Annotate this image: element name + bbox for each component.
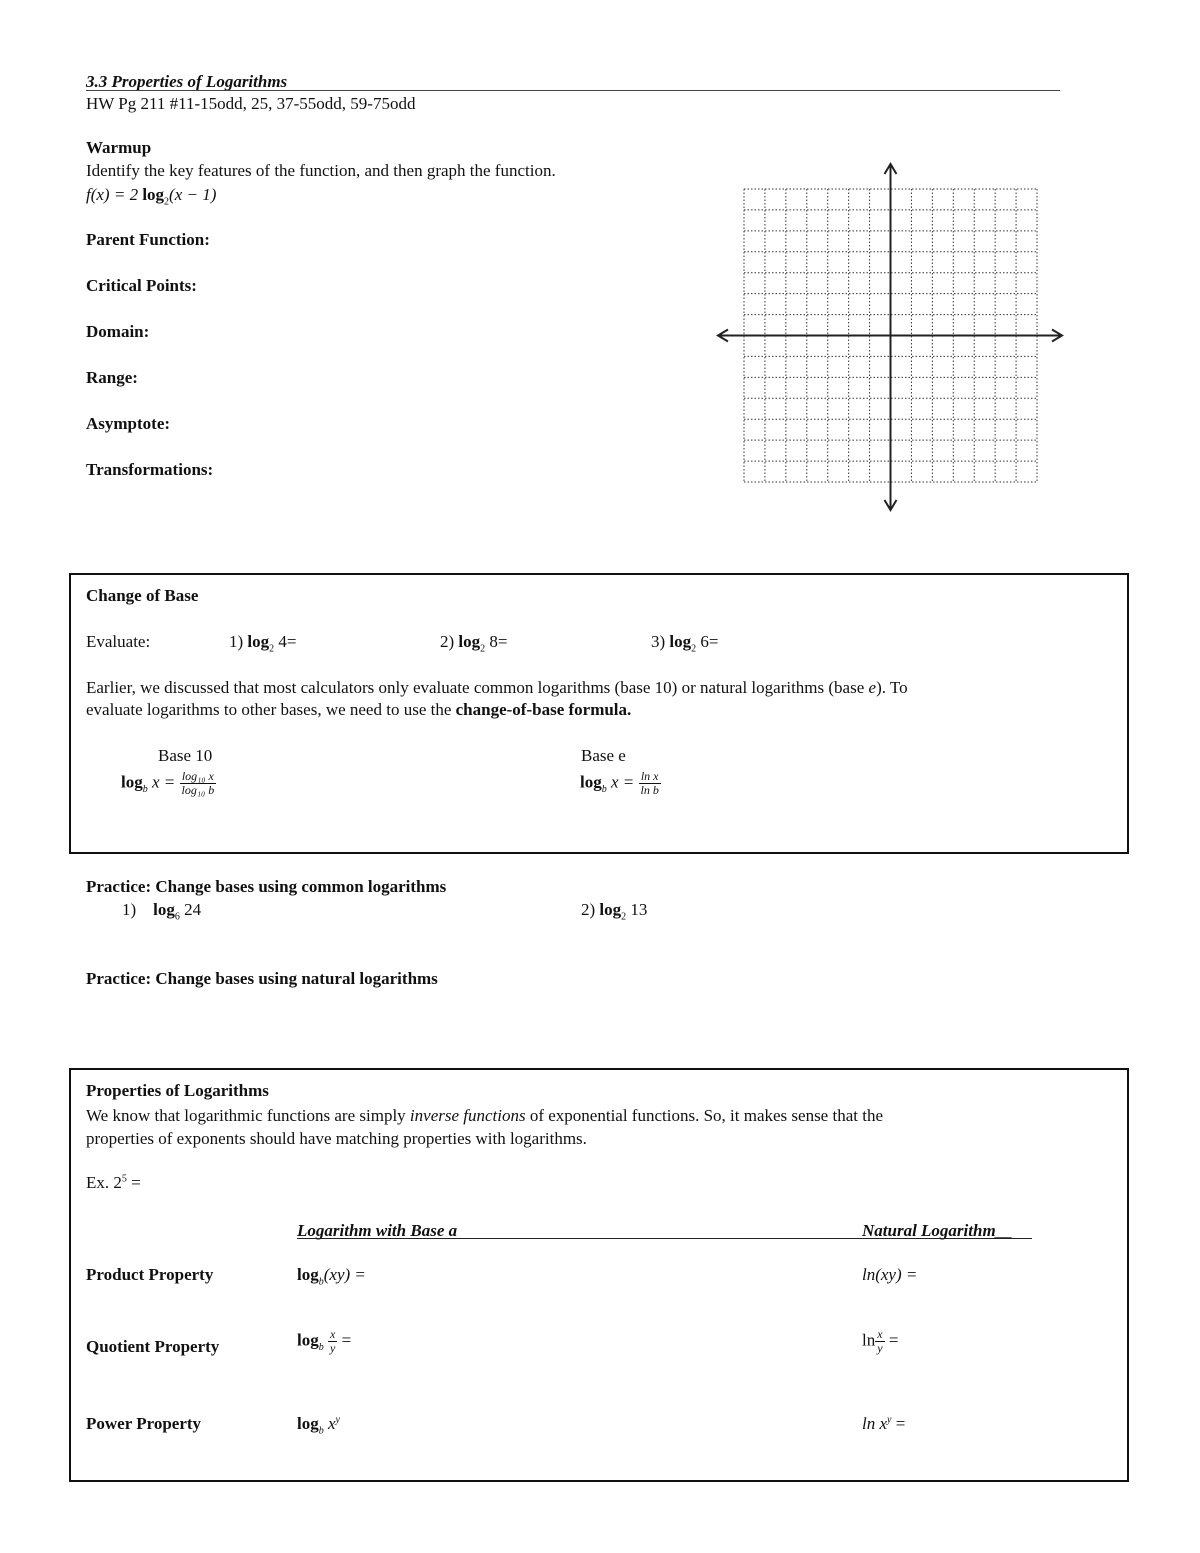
log-word: log [669,632,692,651]
change-of-base-paragraph [86,677,1116,721]
quotient-property-ln [862,1328,898,1355]
log-base: b [318,1341,324,1353]
label-domain: Domain: [86,322,150,341]
equals-sign: = [341,1330,352,1350]
problem-number: 1) [122,900,137,919]
log-word: log [580,772,602,792]
evaluate-label: Evaluate: [86,632,151,651]
log-base: 2 [691,643,697,655]
title-underline [86,90,1060,91]
column-header-text: Logarithm with Base a [297,1221,458,1240]
ln-expression: ln x [862,1414,888,1433]
change-of-base-heading: Change of Base [86,586,199,605]
properties-paragraph [86,1104,1116,1150]
practice-common-heading: Practice: Change bases using common logarithms [86,877,447,896]
log-base: 6 [174,911,180,923]
fraction-denominator: y [877,1341,883,1355]
problem-number: 2) [440,632,455,651]
base-e-formula [580,770,661,797]
example-equals: = [126,1173,141,1192]
label-range: Range: [86,368,138,387]
log-argument: 24 [184,900,202,919]
paragraph-text: evaluate logarithms to other bases, we need to use the [86,700,456,719]
paragraph-text: of exponential functions. So, it makes sense that the [525,1106,883,1125]
axes [718,164,1062,510]
product-property-log [297,1265,366,1287]
equals-sign: = [891,1414,906,1433]
power-property-ln [862,1414,905,1434]
fraction-denominator: ln b [640,783,659,797]
paragraph-text: Earlier, we discussed that most calculators only evaluate common logarithms (base 10) or natural logarithms (base [86,678,869,697]
log-word: log [599,900,622,919]
log-base: 2 [621,911,627,923]
product-property-ln: ln(xy) = [862,1265,918,1284]
evaluate-problem-2 [440,632,508,654]
log-argument: 13 [630,900,648,919]
problem-number: 1) [229,632,244,651]
label-critical-points: Critical Points: [86,276,197,295]
log-base: 2 [480,643,486,655]
fraction-denominator: y [329,1341,336,1355]
product-property-label: Product Property [86,1265,214,1284]
function-arg: (x − 1) [169,185,217,204]
warmup-function [86,185,216,207]
function-lhs: f(x) = 2 [86,185,139,204]
page-title: 3.3 Properties of Logarithms [86,72,288,91]
paragraph-text: We know that logarithmic functions are simply [86,1106,410,1125]
column-header-base-a-underline [297,1238,862,1239]
quotient-property-log [297,1328,351,1355]
base10-formula [121,770,216,797]
log-word: log [458,632,481,651]
equals-sign: = [888,1330,899,1350]
homework-assignment: HW Pg 211 #11-15odd, 25, 37-55odd, 59-75odd [86,94,416,113]
log-argument: x = [610,772,635,792]
inverse-functions-term: inverse functions [409,1106,526,1125]
label-parent-function: Parent Function: [86,230,210,249]
function-log: log [142,185,165,204]
log-argument: 6= [700,632,719,651]
coordinate-grid[interactable] [710,155,1080,525]
quotient-property-label: Quotient Property [86,1337,220,1356]
log-argument: 8= [489,632,508,651]
log-word: log [297,1330,319,1350]
log-expression: x [327,1414,336,1433]
example-expression [86,1173,141,1193]
log-word: log [297,1265,319,1284]
log-base: b [318,1425,324,1437]
label-transformations: Transformations: [86,460,214,479]
log-word: log [121,772,143,792]
log-word: log [297,1414,319,1433]
example-base: Ex. 2 [86,1173,122,1192]
warmup-instruction: Identify the key features of the function, and then graph the function. [86,161,556,180]
log-base: b [601,783,607,795]
function-base: 2 [164,196,170,208]
ln-word: ln [862,1330,876,1350]
log-base: b [142,783,148,795]
problem-number: 3) [651,632,666,651]
change-of-base-formula-term: change-of-base formula. [455,700,632,719]
log-word: log [247,632,270,651]
power-property-log [297,1414,340,1436]
fraction-numerator: x [877,1327,883,1341]
column-header-text: Natural Logarithm__ [862,1221,1013,1240]
log-word: log [153,900,175,919]
evaluate-problem-1 [229,632,297,654]
practice-common-problem-2 [581,900,647,922]
base-e-fraction [639,770,661,797]
fraction-numerator: log₁₀ x [180,770,217,784]
practice-natural-heading: Practice: Change bases using natural logarithms [86,969,438,988]
log-argument: x = [151,772,176,792]
example-exponent: 5 [121,1173,127,1185]
problem-number: 2) [581,900,596,919]
fraction-numerator: x [329,1327,336,1341]
log-expression: (xy) = [323,1265,366,1284]
column-header-natural-underline [862,1238,1032,1239]
log-exponent: y [335,1414,340,1426]
warmup-heading: Warmup [86,138,152,157]
quotient-fraction [875,1328,884,1355]
base10-fraction [180,770,217,797]
properties-heading: Properties of Logarithms [86,1081,269,1100]
label-asymptote: Asymptote: [86,414,171,433]
fraction-numerator: ln x [639,770,661,784]
paragraph-e: e [868,678,877,697]
practice-common-problem-1 [122,900,201,922]
evaluate-problem-3 [651,632,719,654]
power-property-label: Power Property [86,1414,202,1433]
log-base: 2 [269,643,275,655]
fraction-denominator: log₁₀ b [181,783,215,797]
log-argument: 4= [278,632,297,651]
ln-exponent: y [887,1414,892,1426]
log-base: b [318,1276,324,1288]
paragraph-text: ). To [876,678,908,697]
base-e-label: Base e [581,746,626,765]
quotient-fraction [328,1328,337,1355]
paragraph-text: properties of exponents should have matching properties with logarithms. [86,1129,587,1148]
base10-label: Base 10 [158,746,213,765]
